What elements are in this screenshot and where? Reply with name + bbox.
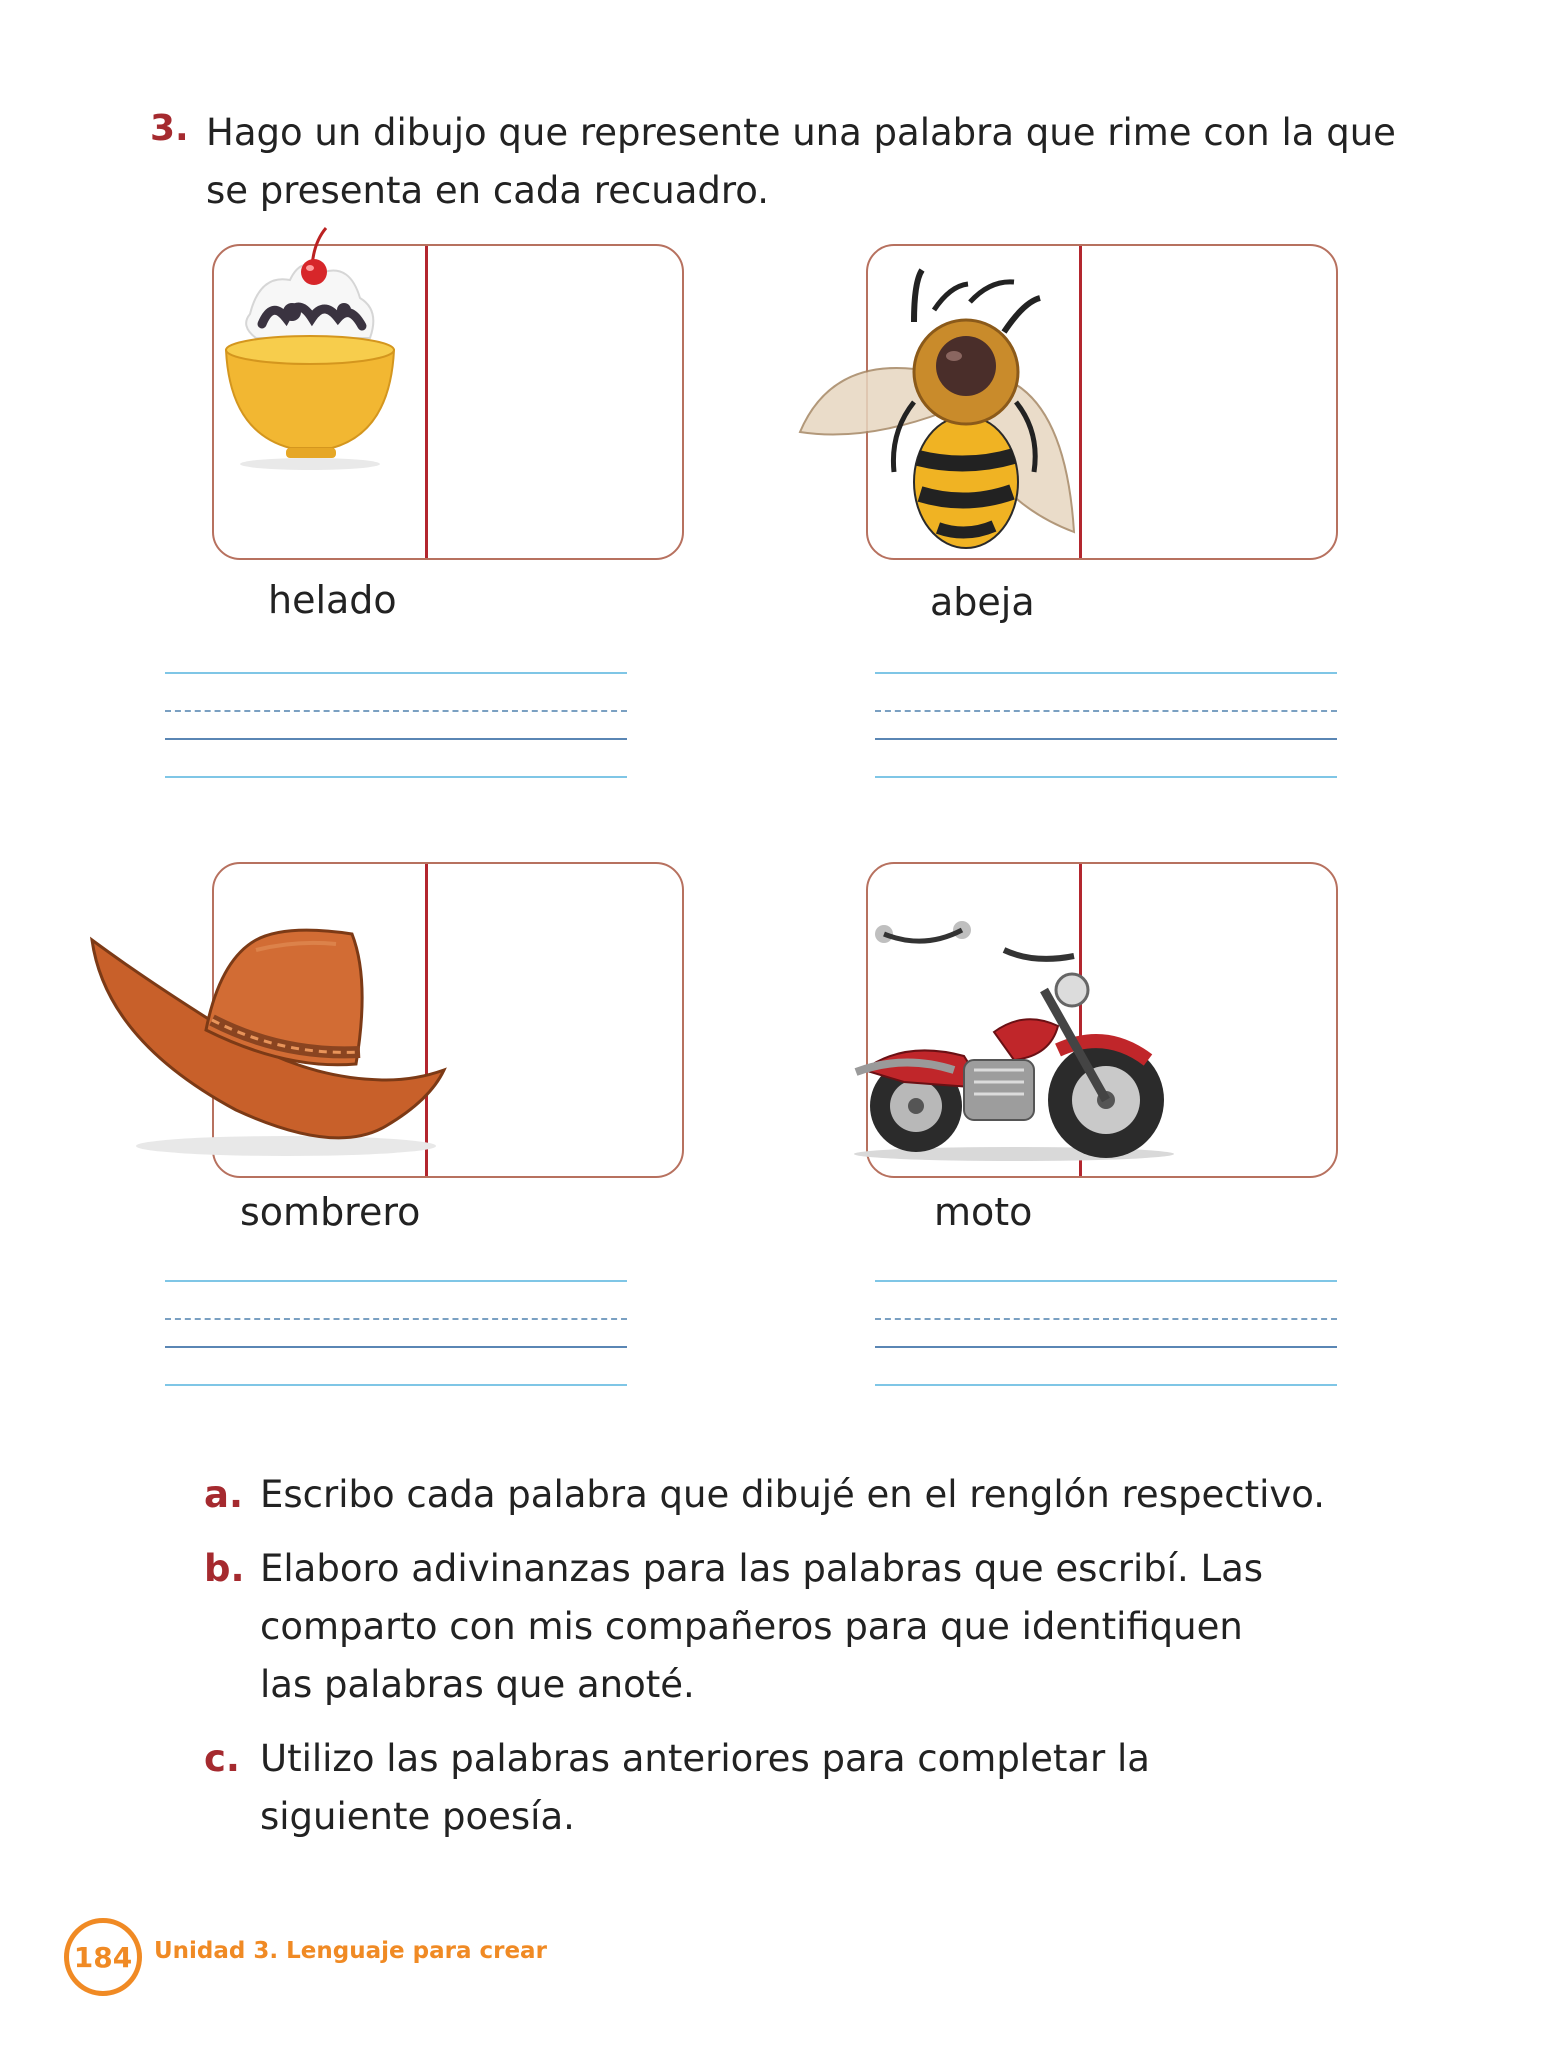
word-label-abeja: abeja <box>930 580 1035 624</box>
writing-lines-abeja[interactable] <box>875 672 1337 782</box>
word-label-moto: moto <box>934 1190 1033 1234</box>
task-letter: c. <box>204 1737 240 1780</box>
exercise-instruction: Hago un dibujo que represente una palabra que rime con la que se presenta en cada recuadro. <box>206 111 1396 212</box>
bee-icon <box>794 262 1094 550</box>
task-letter: b. <box>204 1547 245 1590</box>
task-letter: a. <box>204 1473 244 1516</box>
word-label-sombrero: sombrero <box>240 1190 421 1234</box>
task-item-a <box>204 1466 1404 1524</box>
writing-lines-moto[interactable] <box>875 1280 1337 1390</box>
exercise-number: 3. <box>150 108 189 149</box>
writing-lines-helado[interactable] <box>165 672 627 782</box>
task-text: Escribo cada palabra que dibujé en el renglón respectivo. <box>260 1473 1325 1516</box>
hat-icon <box>86 920 448 1158</box>
unit-title: Unidad 3. Lenguaje para crear <box>154 1938 547 1964</box>
task-item-c <box>204 1730 1284 1846</box>
writing-lines-sombrero[interactable] <box>165 1280 627 1390</box>
word-label-helado: helado <box>268 578 397 622</box>
task-text: Elaboro adivinanzas para las palabras que escribí. Las comparto con mis compañeros para que identifiquen las palabras que anoté. <box>260 1547 1264 1706</box>
page-number-badge: 184 <box>64 1918 142 1996</box>
box-divider <box>425 246 428 558</box>
motorcycle-icon <box>844 910 1174 1162</box>
task-text: Utilizo las palabras anteriores para completar la siguiente poesía. <box>260 1737 1150 1838</box>
task-item-b <box>204 1540 1284 1714</box>
ice-cream-sundae-icon <box>220 214 400 466</box>
